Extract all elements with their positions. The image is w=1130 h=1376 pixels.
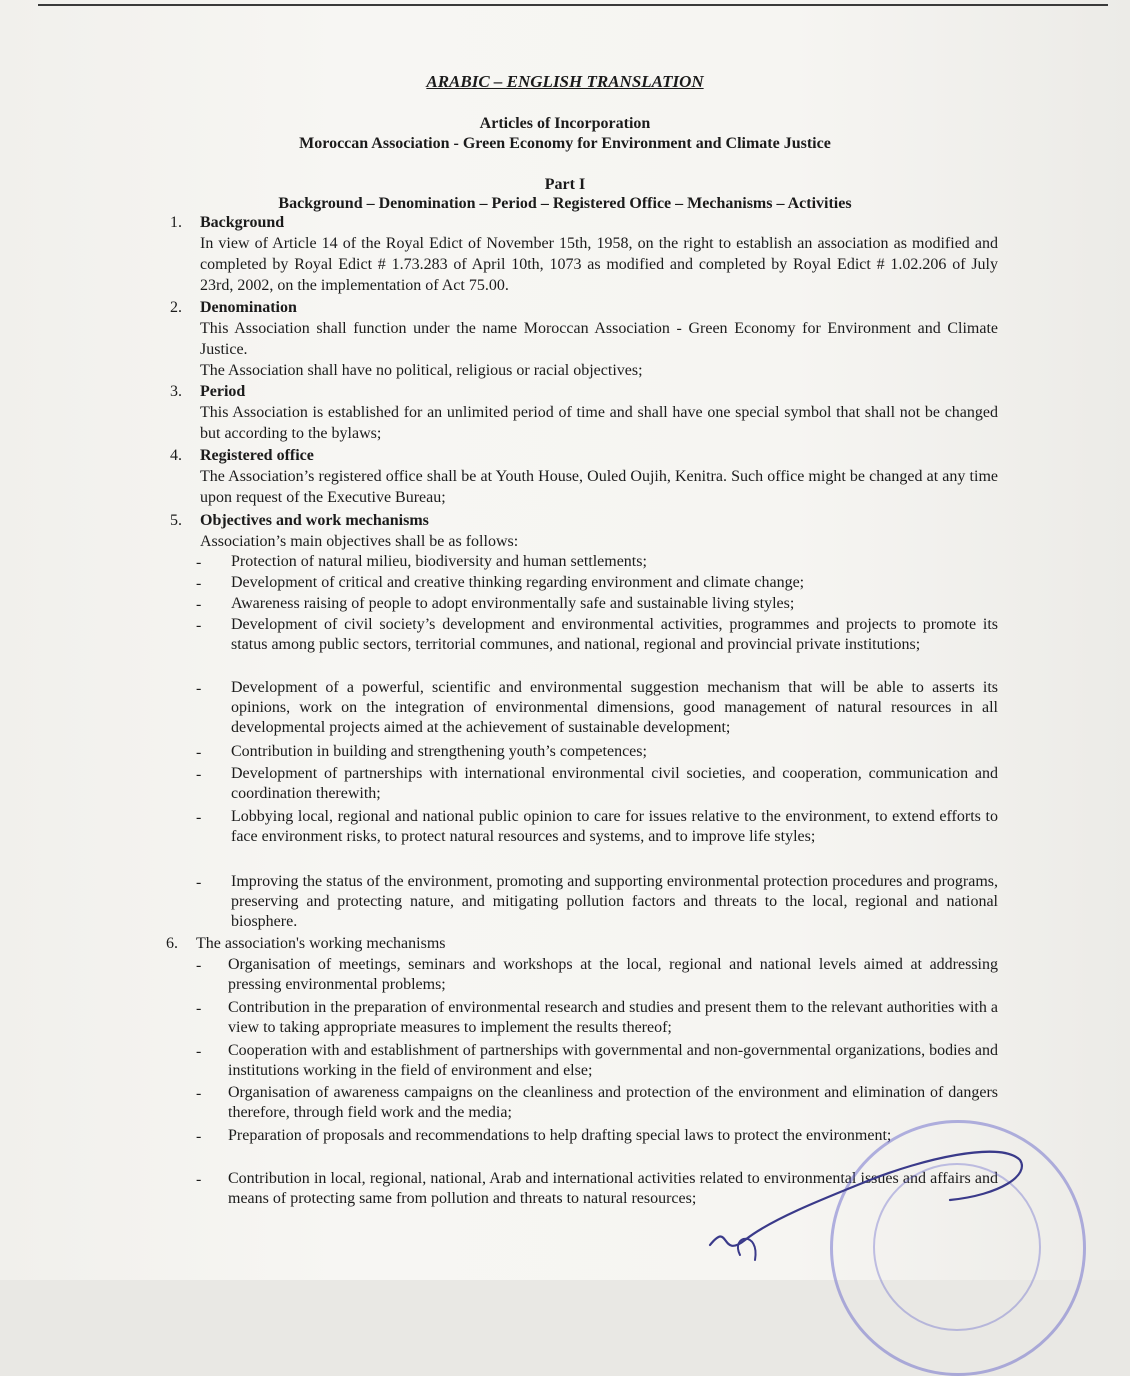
objective-item: Lobbying local, regional and national public opinion to care for issues relative to the environment, to extend efforts to face environment risks, to protect natural resources and systems, and to improve life styles; bbox=[231, 808, 998, 845]
bullet-marker: - bbox=[196, 1043, 202, 1060]
objective-item: Improving the status of the environment, promoting and supporting environmental protection procedures and programs, preserving and protecting nature, and mitigating pollution factors and threats to the local, regional and national biosphere. bbox=[231, 873, 998, 930]
objective-item: Development of a powerful, scientific and environmental suggestion mechanism that will be able to asserts its opinions, work on the integration of environmental dimensions, good management of natural resources in all developmental projects aimed at the achievement of sustainable development; bbox=[231, 679, 998, 736]
mechanism-item: Cooperation with and establishment of partnerships with governmental and non-governmental organizations, bodies and institutions working in the field of environment and else; bbox=[228, 1042, 998, 1079]
section-number: 6. bbox=[166, 935, 178, 952]
document-title: ARABIC – ENGLISH TRANSLATION bbox=[426, 72, 704, 91]
bullet-marker: - bbox=[196, 575, 202, 592]
section-paragraph: This Association is established for an unlimited period of time and shall have one special symbol that shall not be changed but according to the bylaws; bbox=[200, 404, 998, 442]
mechanism-item: Contribution in local, regional, national, Arab and international activities related to environmental issues and affairs and means of protecting same from pollution and threats to natural resources; bbox=[228, 1170, 998, 1207]
section-paragraph: In view of Article 14 of the Royal Edict of November 15th, 1958, on the right to establish an association as modified and completed by Royal Edict # 1.73.283 of April 10th, 1073 as modified and completed by Royal Edict # 1.02.206 of July 23rd, 2002, on the implementation of Act 75.00. bbox=[200, 235, 998, 294]
bullet-marker: - bbox=[196, 1000, 202, 1017]
objective-item: Protection of natural milieu, biodiversity and human settlements; bbox=[231, 553, 647, 570]
section-number: 3. bbox=[170, 383, 182, 400]
section-heading: Background bbox=[200, 214, 285, 231]
signature bbox=[700, 1140, 1030, 1270]
section-heading: Objectives and work mechanisms bbox=[200, 512, 429, 529]
bullet-marker: - bbox=[196, 766, 202, 783]
bullet-marker: - bbox=[196, 1085, 202, 1102]
section-paragraph: The Association shall have no political, religious or racial objectives; bbox=[200, 362, 643, 379]
mechanism-item: Organisation of awareness campaigns on the cleanliness and protection of the environment and elimination of dangers therefore, through field work and the media; bbox=[228, 1084, 998, 1121]
part-heading: Part I bbox=[544, 176, 586, 193]
bullet-marker: - bbox=[196, 1171, 202, 1188]
bullet-marker: - bbox=[196, 554, 202, 571]
section-number: 1. bbox=[170, 214, 182, 231]
bullet-marker: - bbox=[196, 1128, 202, 1145]
bullet-marker: - bbox=[196, 744, 202, 761]
section-paragraph: This Association shall function under the name Moroccan Association - Green Economy for Environment and Climate Justice. bbox=[200, 320, 998, 358]
bullet-marker: - bbox=[196, 874, 202, 891]
bullet-marker: - bbox=[196, 809, 202, 826]
section-paragraph: The Association’s registered office shall be at Youth House, Ouled Oujih, Kenitra. Such office might be changed at any time upon request of the Executive Bureau; bbox=[200, 468, 998, 506]
top-rule bbox=[38, 4, 1108, 6]
section-number: 2. bbox=[170, 299, 182, 316]
articles-heading: Articles of Incorporation bbox=[479, 115, 651, 132]
section-heading: The association's working mechanisms bbox=[196, 935, 446, 952]
section-heading: Denomination bbox=[200, 299, 297, 316]
mechanism-item: Organisation of meetings, seminars and workshops at the local, regional and national levels aimed at addressing pressing environmental problems; bbox=[228, 956, 998, 993]
part-subtitle: Background – Denomination – Period – Registered Office – Mechanisms – Activities bbox=[278, 195, 852, 212]
objectives-intro: Association’s main objectives shall be as follows: bbox=[200, 533, 519, 550]
section-heading: Registered office bbox=[200, 447, 314, 464]
objective-item: Awareness raising of people to adopt environmentally safe and sustainable living styles; bbox=[231, 595, 795, 612]
mechanism-item: Preparation of proposals and recommendations to help drafting special laws to protect the environment; bbox=[228, 1127, 892, 1144]
objective-item: Contribution in building and strengthening youth’s competences; bbox=[231, 743, 647, 760]
bullet-marker: - bbox=[196, 957, 202, 974]
section-number: 4. bbox=[170, 447, 182, 464]
association-name-heading: Moroccan Association - Green Economy for Environment and Climate Justice bbox=[299, 135, 831, 152]
mechanism-item: Contribution in the preparation of environmental research and studies and present them to the relevant authorities with a view to taking appropriate measures to implement the results thereof; bbox=[228, 999, 998, 1036]
section-heading: Period bbox=[200, 383, 246, 400]
objective-item: Development of civil society’s development and environmental activities, programmes and projects to promote its status among public sectors, territorial communes, and national, regional and provincial private institutions; bbox=[231, 616, 998, 653]
section-number: 5. bbox=[170, 512, 182, 529]
objective-item: Development of partnerships with international environmental civil societies, and cooperation, communication and coordination therewith; bbox=[231, 765, 998, 802]
bullet-marker: - bbox=[196, 596, 202, 613]
objective-item: Development of critical and creative thinking regarding environment and climate change; bbox=[231, 574, 805, 591]
bullet-marker: - bbox=[196, 680, 202, 697]
bullet-marker: - bbox=[196, 617, 202, 634]
